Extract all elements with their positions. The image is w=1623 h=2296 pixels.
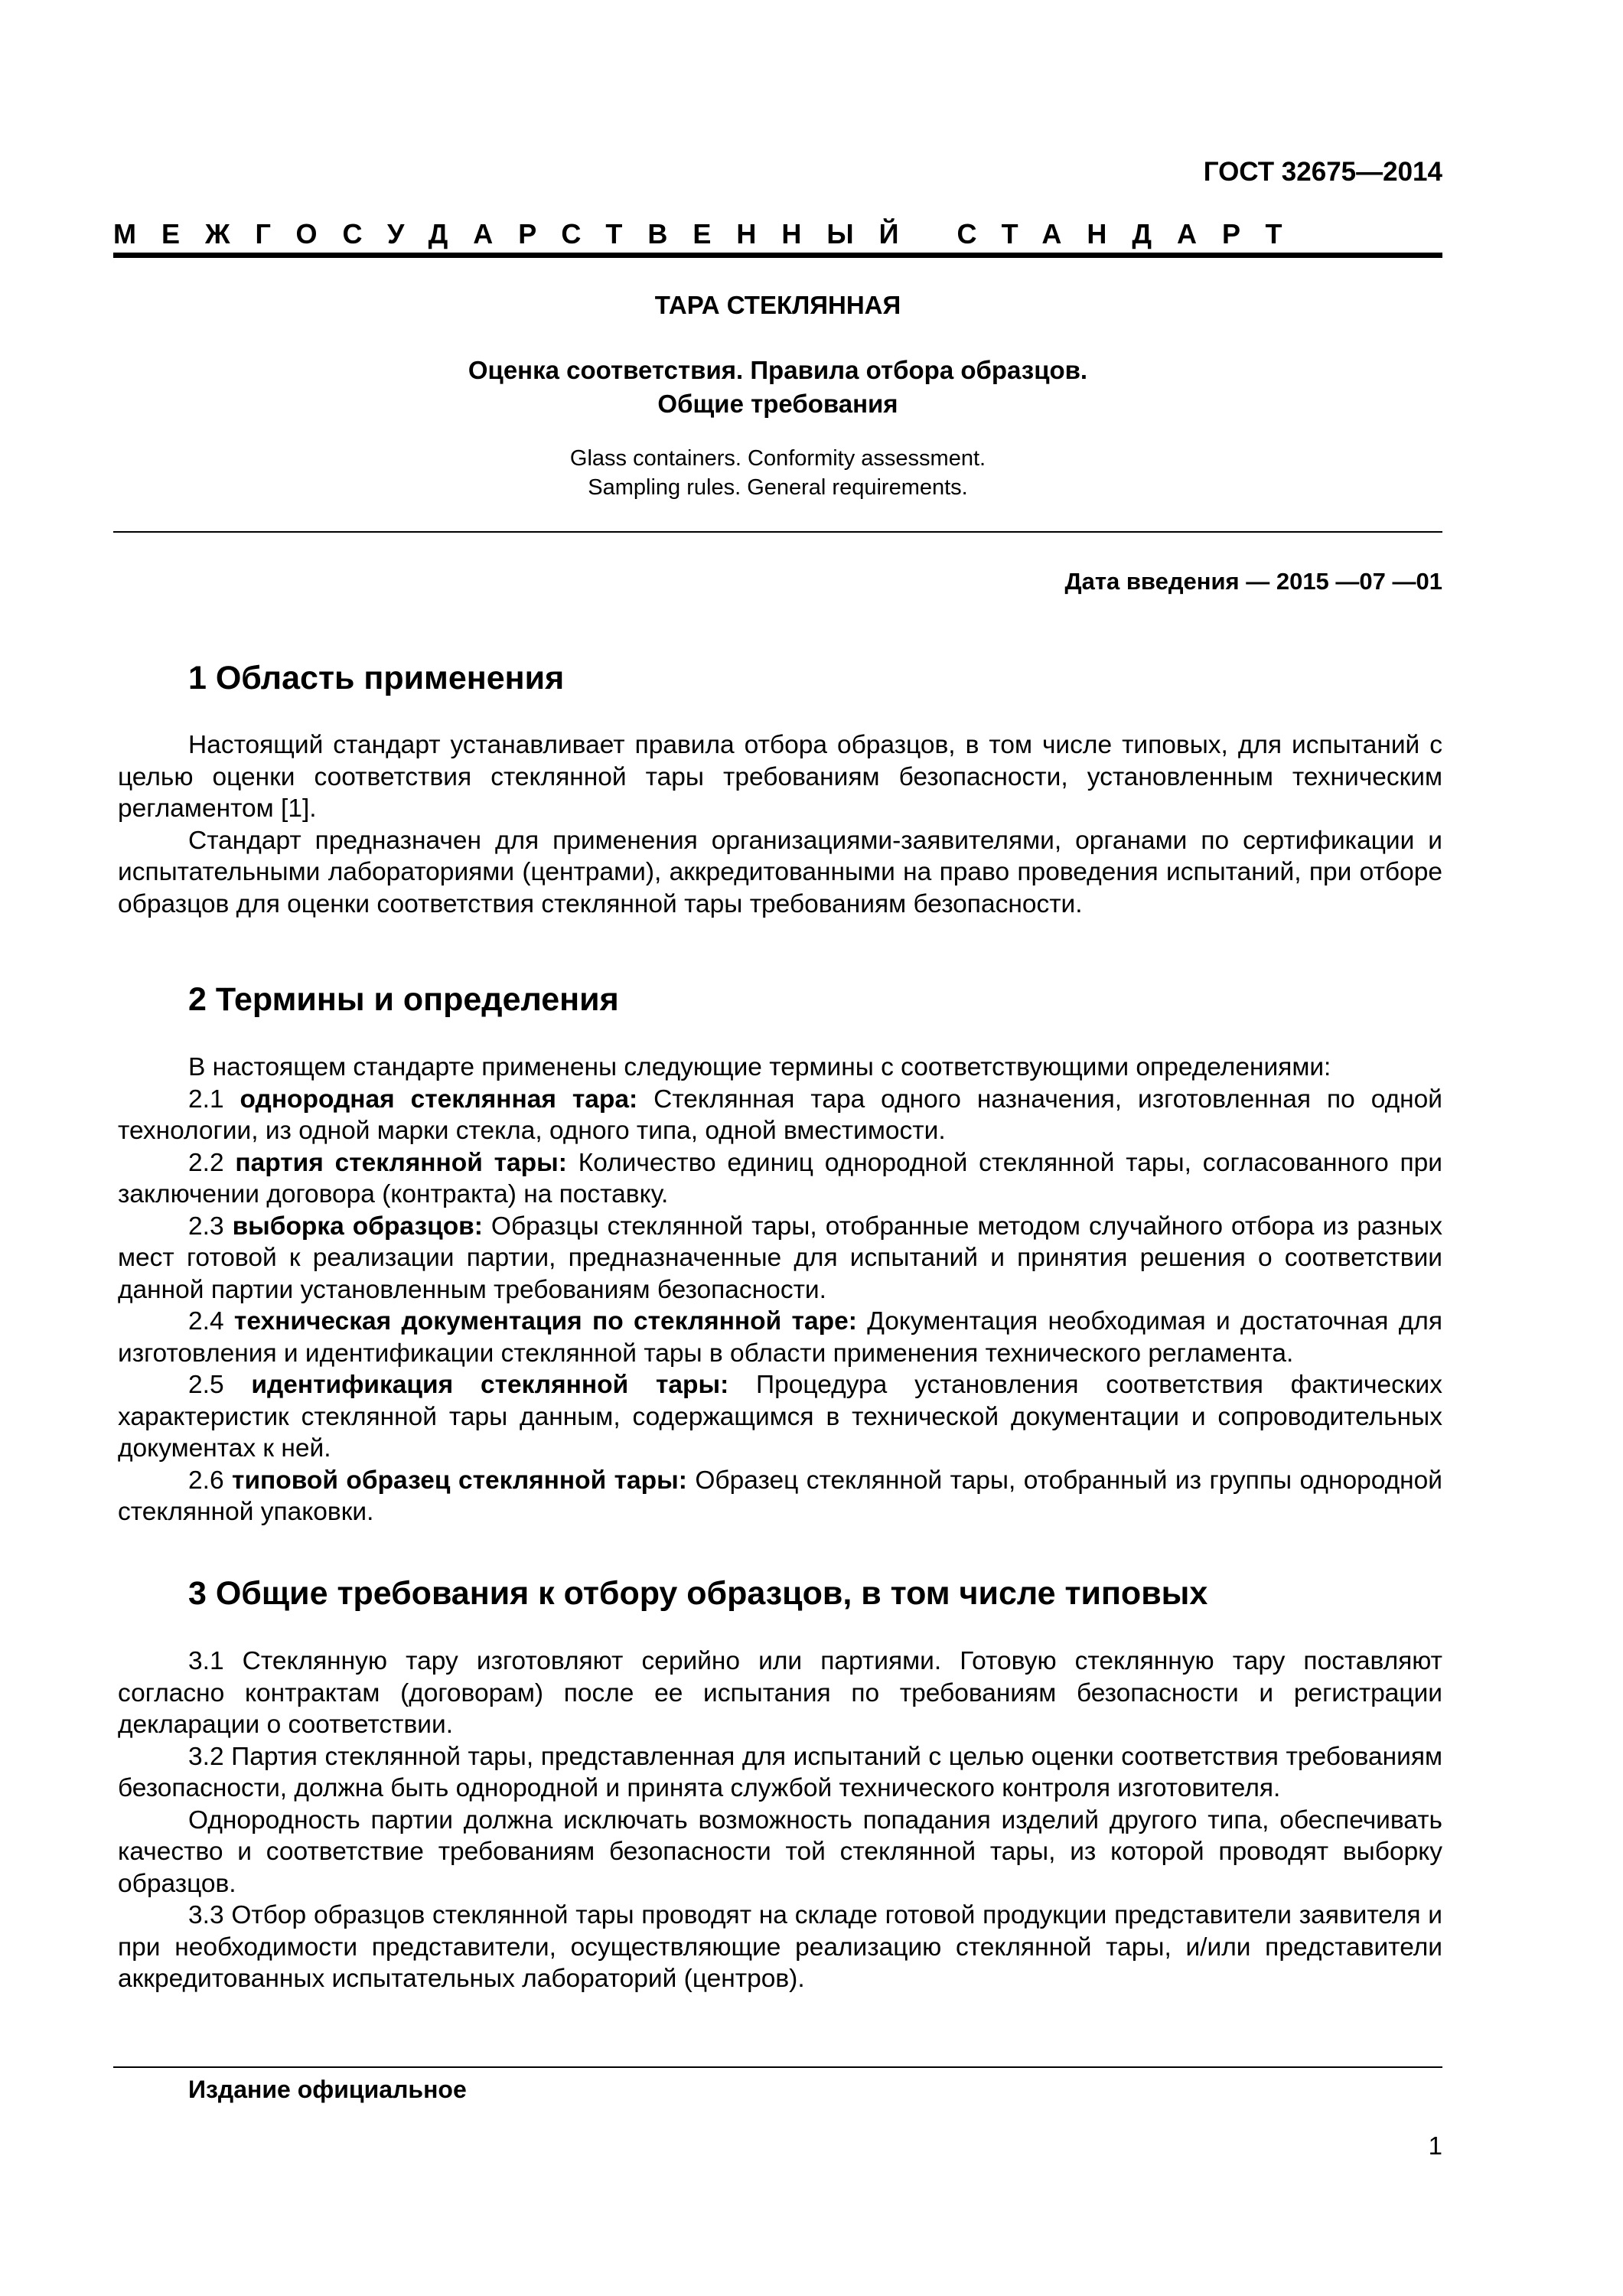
english-title — [113, 444, 1442, 502]
english-title-line-1: Glass containers. Conformity assessment. — [569, 446, 986, 471]
title-rule — [113, 531, 1442, 533]
footer-rule — [113, 2066, 1442, 2068]
section-2-body — [118, 1052, 1442, 1528]
english-title-line-2: Sampling rules. General requirements. — [588, 475, 968, 500]
subtitle-line-1: Оценка соответствия. Правила отбора образцов. — [468, 356, 1088, 384]
page-number: 1 — [1428, 2131, 1442, 2160]
paragraph: 3.1 Стеклянную тару изготовляют серийно или партиями. Готовую стеклянную тару поставляют согласно контрактам (договорам) после ее испытания по требованиям безопасности и регистрации декларации о соответствии. — [118, 1647, 1442, 1739]
paragraph: Однородность партии должна исключать возможность попадания изделий другого типа, обеспечивать качество и соответствие требованиям безопасности той стеклянной тары, из которой проводят выборку образцов. — [118, 1805, 1442, 1898]
term: техническая документация по стеклянной таре: — [233, 1307, 857, 1336]
term-definition: 2.3 выборка образцов: Образцы стеклянной тары, отобранные методом случайного отбора из разных мест готовой к реализации партии, предназначенные для испытаний и принятия решения о соответствии данной партии установленным требованиям безопасности. — [118, 1212, 1442, 1304]
paragraph: В настоящем стандарте применены следующие термины с соответствующими определениями: — [188, 1053, 1331, 1081]
term: идентификация стеклянной тары: — [251, 1371, 729, 1399]
gost-code: ГОСТ 32675—2014 — [1203, 157, 1442, 187]
paragraph: 3.2 Партия стеклянной тары, представленная для испытаний с целью оценки соответствия требованиям безопасности, должна быть однородной и принята службой технического контроля изготовителя. — [118, 1742, 1442, 1802]
term: партия стеклянной тары: — [235, 1148, 567, 1177]
intro-date: Дата введения — 2015 —07 —01 — [1064, 568, 1442, 595]
section-3-heading: 3 Общие требования к отбору образцов, в том числе типовых — [188, 1575, 1208, 1612]
section-1-body — [118, 729, 1442, 920]
standard-kind: МЕЖГОСУДАРСТВЕННЫЙ СТАНДАРТ — [113, 218, 1308, 249]
term-definition: 2.4 техническая документация по стеклянной таре: Документация необходимая и достаточная для изготовления и идентификации стеклянной тары в области применения технического регламента. — [118, 1307, 1442, 1368]
term-definition: 2.1 однородная стеклянная тара: Стеклянная тара одного назначения, изготовленная по одной технологии, из одной марки стекла, одного типа, одной вместимости. — [118, 1084, 1442, 1145]
term-definition: 2.2 партия стеклянной тары: Количество единиц однородной стеклянной тары, согласованного при заключении договора (контракта) на поставку. — [118, 1148, 1442, 1208]
paragraph: Настоящий стандарт устанавливает правила отбора образцов, в том числе типовых, для испытаний с целью оценки соответствия стеклянной тары требованиям безопасности, установленным техническим регламентом [1]. — [118, 731, 1442, 823]
section-3-body — [118, 1645, 1442, 1995]
term-definition: 2.6 типовой образец стеклянной тары: Образец стеклянной тары, отобранный из группы однородной стеклянной упаковки. — [118, 1466, 1442, 1526]
paragraph: 3.3 Отбор образцов стеклянной тары проводят на складе готовой продукции представители заявителя и при необходимости представители, осуществляющие реализацию стеклянной тары, и/или представители аккредитованных испытательных лабораторий (центров). — [118, 1901, 1442, 1993]
subtitle-line-2: Общие требования — [657, 390, 898, 418]
document-title: ТАРА СТЕКЛЯННАЯ — [654, 291, 901, 319]
section-2-heading: 2 Термины и определения — [188, 981, 619, 1018]
term: однородная стеклянная тара: — [240, 1084, 638, 1114]
paragraph: Стандарт предназначен для применения организациями-заявителями, органами по сертификации и испытательными лабораториями (центрами), аккредитованными на право проведения испытаний, при отборе образцов для оценки соответствия стеклянной тары требованиям безопасности. — [118, 826, 1442, 918]
term: выборка образцов: — [232, 1212, 483, 1241]
header-rule — [113, 253, 1442, 258]
document-subtitle — [113, 354, 1442, 421]
term: типовой образец стеклянной тары: — [232, 1466, 687, 1495]
term-definition: 2.5 идентификация стеклянной тары: Процедура установления соответствия фактических характеристик стеклянной тары данным, содержащимся в технической документации и сопроводительных документах к ней. — [118, 1371, 1442, 1463]
section-1-heading: 1 Область применения — [188, 660, 565, 696]
edition-note: Издание официальное — [188, 2076, 467, 2103]
